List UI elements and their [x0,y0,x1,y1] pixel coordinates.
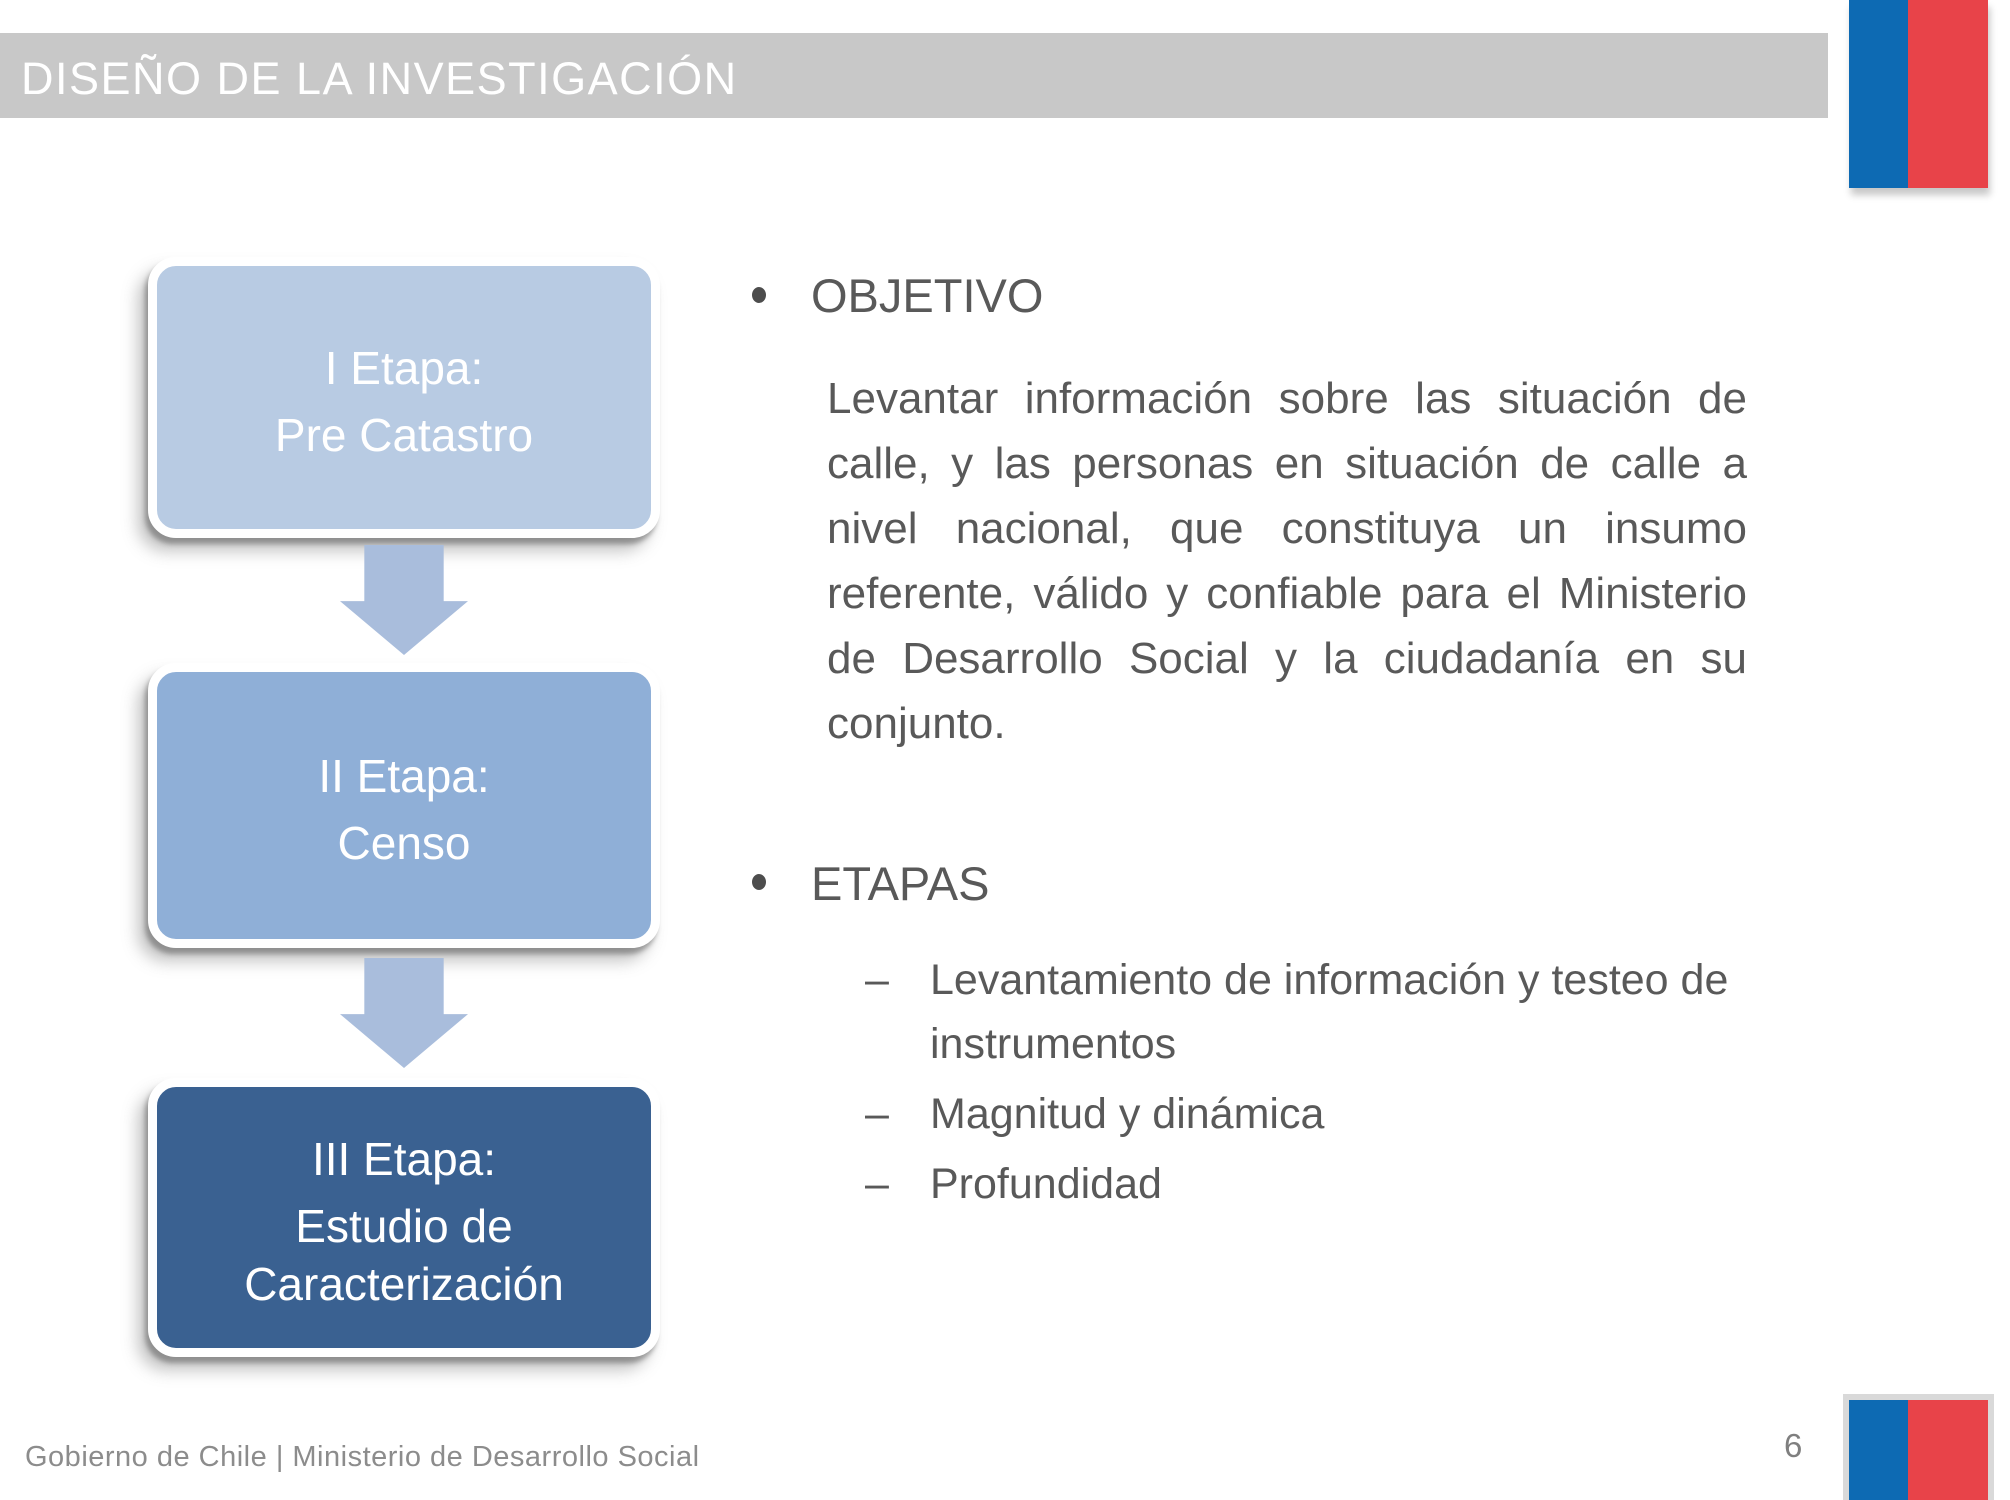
objetivo-heading: OBJETIVO [811,269,1044,322]
list-item [865,1082,1737,1146]
stage-box-1 [148,257,660,538]
stage-3-sublabel: Estudio de Caracterización [244,1200,564,1310]
stage-box-2 [148,663,660,948]
bullet-icon [752,874,766,890]
dash-marker-icon: – [865,1160,889,1208]
dash-marker-icon: – [865,1090,889,1138]
down-arrow-icon [340,545,468,655]
stage-1-label: I Etapa: [324,342,484,394]
etapas-heading: ETAPAS [811,857,990,910]
bullet-icon [752,287,766,303]
flag-red-stripe [1908,0,1988,188]
objetivo-paragraph: Levantar información sobre las situación de calle, y las personas en situación de calle a nivel nacional, que constituya un insumo referente, válido y confiable para el Ministerio de Desarrollo Social y la ciudadanía en su conjunto. [827,374,1747,748]
down-arrow-icon [340,958,468,1068]
list-item [865,948,1737,1076]
slide-title: DISEÑO DE LA INVESTIGACIÓN [21,52,738,104]
list-item-text: Profundidad [930,1160,1162,1208]
dash-marker-icon: – [865,956,889,1004]
stage-3-label: III Etapa: [311,1133,497,1185]
stage-1-sublabel: Pre Catastro [274,409,534,461]
stage-box-3 [148,1078,660,1357]
chile-flag-bottom [1843,1394,1994,1500]
flag-blue-stripe [1849,0,1908,188]
flag-blue-stripe [1849,1400,1908,1500]
list-item-text: Magnitud y dinámica [930,1090,1325,1138]
title-bar [0,33,1828,118]
list-item [865,1152,1737,1216]
flag-red-stripe [1908,1400,1988,1500]
chile-flag-top [1849,0,1988,188]
footer-text: Gobierno de Chile | Ministerio de Desarrollo Social [25,1441,700,1473]
page-number: 6 [1784,1427,1803,1464]
list-item-text: Levantamiento de información y testeo de instrumentos [930,956,1729,1068]
stage-2-sublabel: Censo [337,817,471,869]
stage-2-label: II Etapa: [318,750,490,802]
etapas-list [865,948,1737,1222]
